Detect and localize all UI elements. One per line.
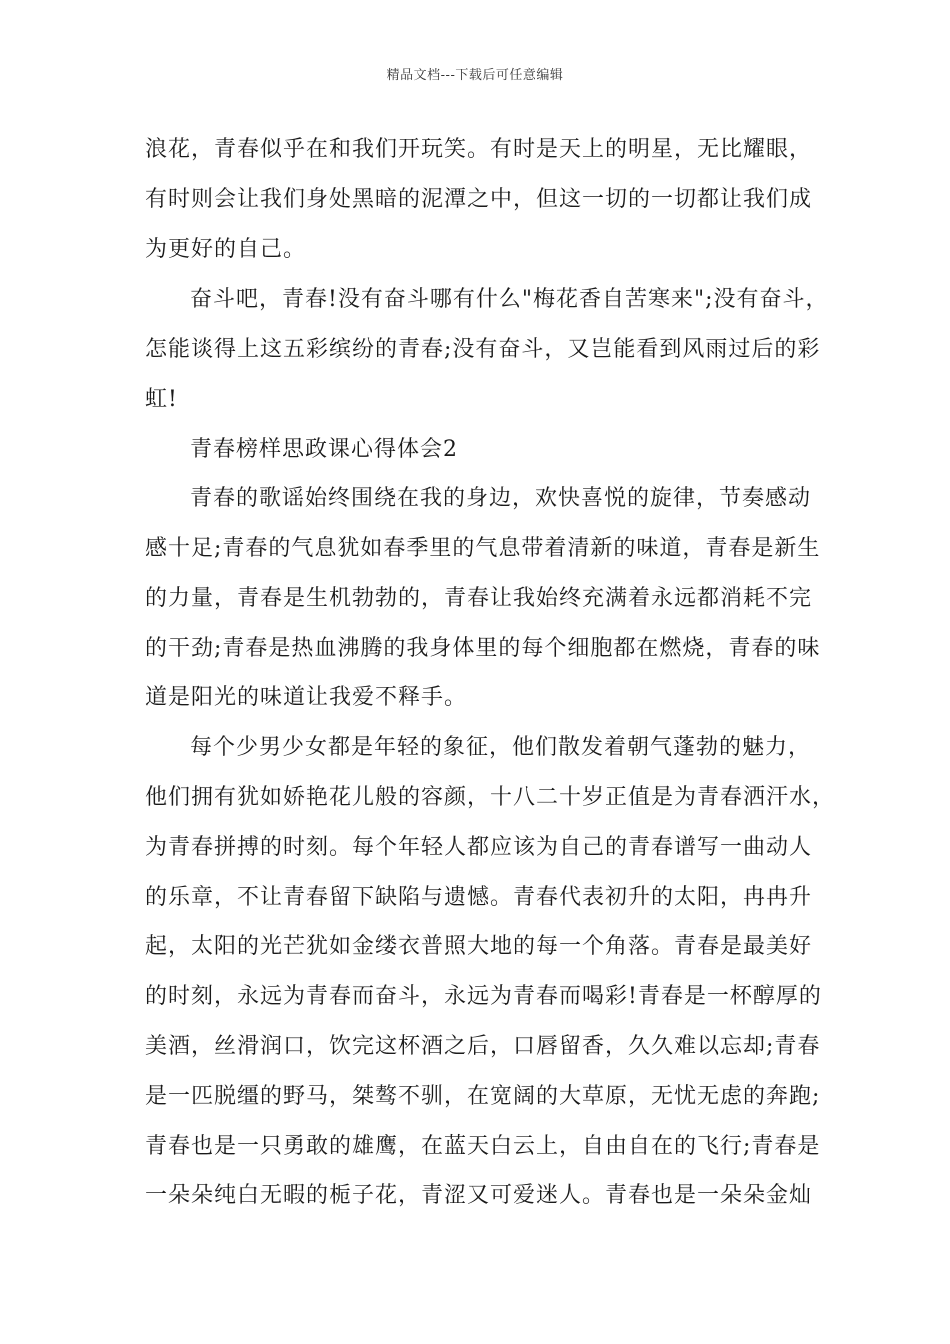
text-line: 为青春拼搏的时刻。每个年轻人都应该为自己的青春谱写一曲动人 [145,835,813,860]
text-line: 浪花，青春似乎在和我们开玩笑。有时是天上的明星，无比耀眼， [145,137,813,162]
text-line: 青春也是一只勇敢的雄鹰，在蓝天白云上，自由自在的飞行;青春是 [145,1134,821,1159]
text-line: 美酒，丝滑润口，饮完这杯酒之后，口唇留香，久久难以忘却;青春 [145,1034,821,1059]
text-line: 的时刻，永远为青春而奋斗，永远为青春而喝彩!青春是一杯醇厚的 [145,984,822,1009]
text-line: 他们拥有犹如娇艳花儿般的容颜，十八二十岁正值是为青春洒汗水， [145,785,836,810]
section-heading: 青春榜样思政课心得体会2 [190,437,458,462]
text-line: 的力量，青春是生机勃勃的，青春让我始终充满着永远都消耗不完 [145,586,813,611]
paragraph-start-line: 青春的歌谣始终围绕在我的身边，欢快喜悦的旋律，节奏感动 [190,486,812,511]
paragraph-start-line: 奋斗吧，青春!没有奋斗哪有什么"梅花香自苦寒来";没有奋斗， [190,287,829,312]
text-line: 道是阳光的味道让我爱不释手。 [145,685,468,710]
text-line: 起，太阳的光芒犹如金缕衣普照大地的每一个角落。青春是最美好 [145,934,813,959]
text-line: 怎能谈得上这五彩缤纷的青春;没有奋斗，又岂能看到风雨过后的彩 [145,337,821,362]
text-line: 感十足;青春的气息犹如春季里的气息带着清新的味道，青春是新生 [145,536,821,561]
text-line: 是一匹脱缰的野马，桀骜不驯，在宽阔的大草原，无忧无虑的奔跑; [145,1084,821,1109]
text-line: 为更好的自己。 [145,237,307,262]
text-line: 一朵朵纯白无暇的栀子花，青涩又可爱迷人。青春也是一朵朵金灿 [145,1183,813,1208]
text-line: 的乐章，不让青春留下缺陷与遗憾。青春代表初升的太阳，冉冉升 [145,885,813,910]
text-line: 虹! [145,387,178,412]
paragraph-start-line: 每个少男少女都是年轻的象征，他们散发着朝气蓬勃的魅力， [190,735,812,760]
text-line: 的干劲;青春是热血沸腾的我身体里的每个细胞都在燃烧，青春的味 [145,636,821,661]
page-header: 精品文档---下载后可任意编辑 [386,68,564,83]
text-line: 有时则会让我们身处黑暗的泥潭之中，但这一切的一切都让我们成 [145,187,813,212]
